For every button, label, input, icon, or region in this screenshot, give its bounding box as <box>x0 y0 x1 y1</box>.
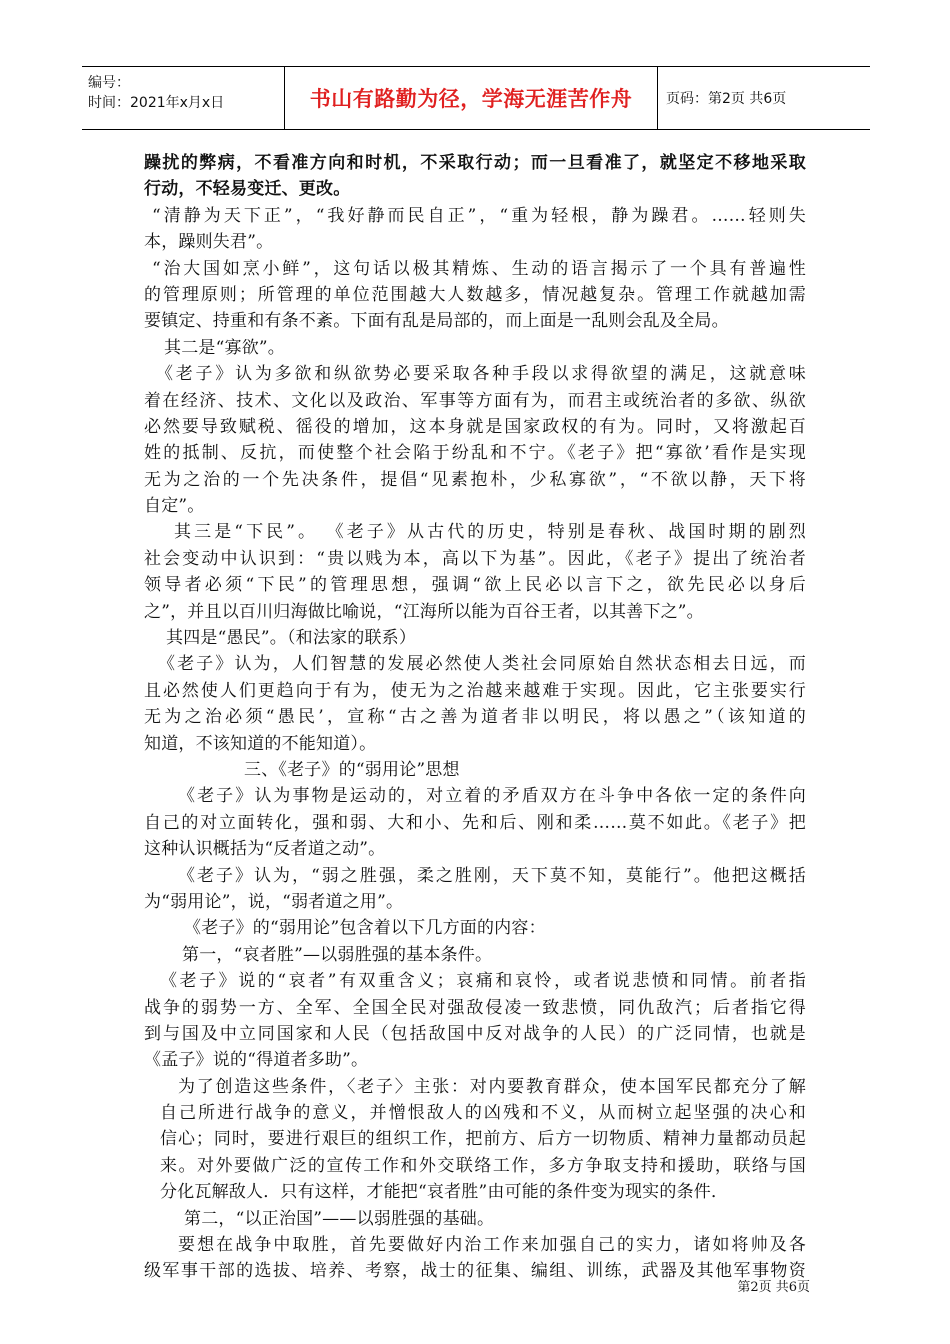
body-text-line: 其三是“下民”。 《老子》从古代的历史，特别是春秋、战国时期的剧烈 <box>174 522 806 543</box>
body-text-line: 《老子》认为事物是运动的，对立着的矛盾双方在斗争中各依一定的条件向 <box>178 786 806 807</box>
body-text-line: 到与国及中立同国家和人民（包括敌国中反对战争的人民）的广泛同情，也就是 <box>144 1023 806 1044</box>
body-text-line: 无为之治的一个先决条件，提倡“见素抱朴，少私寡欲”，“不欲以静，天下将 <box>144 469 806 490</box>
body-text-line: 着在经济、技术、文化以及政治、军事等方面有为，而君主或统治者的多欲、纵欲 <box>144 390 806 411</box>
document-date-label: 时间：2021年x月x日 <box>88 95 225 111</box>
body-text-line: 《老子》认为，人们智慧的发展必然使人类社会同原始自然状态相去日远，而 <box>158 654 806 675</box>
body-text-line: 级军事干部的选拔、培养、考察，战士的征集、编组、训练，武器及其他军事物资 <box>144 1261 806 1282</box>
body-text-line: 社会变动中认识到：“贵以贱为本，高以下为基”。因此，《老子》提出了统治者 <box>144 548 806 569</box>
body-text-line: 战争的弱势一方、全军、全国全民对强敌侵凌一致悲愤，同仇敌汽；后者指它得 <box>144 997 806 1018</box>
header-motto: 书山有路勤为径，学海无涯苦作舟 <box>284 67 658 129</box>
body-text-line: 自己所进行战争的意义，并憎恨敌人的凶残和不义，从而树立起坚强的决心和 <box>160 1103 806 1124</box>
body-text-line: 且必然使人们更趋向于有为，使无为之治越来越难于实现。因此，它主张要实行 <box>144 680 806 701</box>
body-text-line: 三、《老子》的“弱用论”思想 <box>244 759 460 780</box>
page-footer: 第2页 共6页 <box>737 1280 810 1295</box>
body-text-line: 自己的对立面转化，强和弱、大和小、先和后、刚和柔……莫不如此。《老子》把 <box>144 812 806 833</box>
body-text-line: 其四是“愚民”。（和法家的联系） <box>166 628 417 649</box>
body-text-line: 要镇定、持重和有条不紊。下面有乱是局部的，而上面是一乱则会乱及全局。 <box>144 311 729 332</box>
body-text-line: 领导者必须“下民”的管理思想，强调“欲上民必以言下之，欲先民必以身后 <box>144 575 806 596</box>
body-text-line: 行动，不轻易变迁、更改。 <box>144 179 351 200</box>
body-text-line: 分化瓦解敌人．只有这样，才能把“哀者胜”由可能的条件变为现实的条件． <box>160 1182 729 1203</box>
document-number-label: 编号： <box>88 75 130 91</box>
page-header <box>82 66 870 130</box>
body-text-line: 《老子》说的“哀者”有双重含义；哀痛和哀怜，或者说悲愤和同情。前者指 <box>160 971 806 992</box>
body-text-line: 本，躁则失君”。 <box>144 232 274 253</box>
body-text-line: 来。对外要做广泛的宣传工作和外交联络工作，多方争取支持和援助，联络与国 <box>160 1155 806 1176</box>
body-text-line: 为“弱用论”，说，“弱者道之用”。 <box>144 891 404 912</box>
body-text-line: 为了创造这些条件，〈老子〉主张：对内要教育群众，使本国军民都充分了解 <box>178 1076 806 1097</box>
body-text-line: 躁扰的弊病，不看准方向和时机，不采取行动；而一旦看准了，就坚定不移地采取 <box>144 153 806 173</box>
body-text-line: 《孟子》说的“得道者多助”。 <box>144 1050 369 1071</box>
header-meta <box>82 67 284 129</box>
body-text-line: 知道，不该知道的不能知道）。 <box>144 733 377 754</box>
body-text-line: “清静为天下正”，“我好静而民自正”，“重为轻根，静为躁君。……轻则失 <box>152 205 806 226</box>
body-text-line: 第二，“以正治国”——以弱胜强的基础。 <box>184 1208 495 1229</box>
document-body <box>144 150 806 1285</box>
body-text-line: 之”，并且以百川归海做比喻说，“江海所以能为百谷王者，以其善下之”。 <box>144 601 704 622</box>
body-text-line: 《老子》认为，“弱之胜强，柔之胜刚，天下莫不知，莫能行”。他把这概括 <box>178 865 806 886</box>
body-text-line: 其二是“寡欲”。 <box>164 337 285 358</box>
body-text-line: 《老子》的“弱用论”包含着以下几方面的内容： <box>184 918 546 939</box>
body-text-line: “治大国如烹小鲜”，这句话以极其精炼、生动的语言揭示了一个具有普遍性 <box>152 258 806 279</box>
body-text-line: 的管理原则；所管理的单位范围越大人数越多，情况越复杂。管理工作就越加需 <box>144 284 806 305</box>
body-text-line: 第一，“哀者胜”—以弱胜强的基本条件。 <box>182 944 493 965</box>
body-text-line: 无为之治必须“愚民’，宣称“古之善为道者非以明民，将以愚之”（该知道的 <box>144 707 806 728</box>
body-text-line: 信心；同时，要进行艰巨的组织工作，把前方、后方一切物质、精神力量都动员起 <box>160 1129 806 1150</box>
header-page-number: 页码：第2页 共6页 <box>666 91 787 107</box>
body-text-line: 必然要导致赋税、徭役的增加，这本身就是国家政权的有为。同时，又将激起百 <box>144 416 806 437</box>
body-text-line: 姓的抵制、反抗，而使整个社会陷于纷乱和不宁。《老子》把“寡欲’看作是实现 <box>144 443 806 464</box>
body-text-line: 自定”。 <box>144 496 205 517</box>
body-text-line: 这种认识概括为“反者道之动”。 <box>144 839 386 860</box>
body-text-line: 《老子》认为多欲和纵欲势必要采取各种手段以求得欲望的满足，这就意味 <box>156 364 806 385</box>
body-text-line: 要想在战争中取胜，首先要做好内治工作来加强自己的实力，诸如将帅及各 <box>178 1235 806 1256</box>
